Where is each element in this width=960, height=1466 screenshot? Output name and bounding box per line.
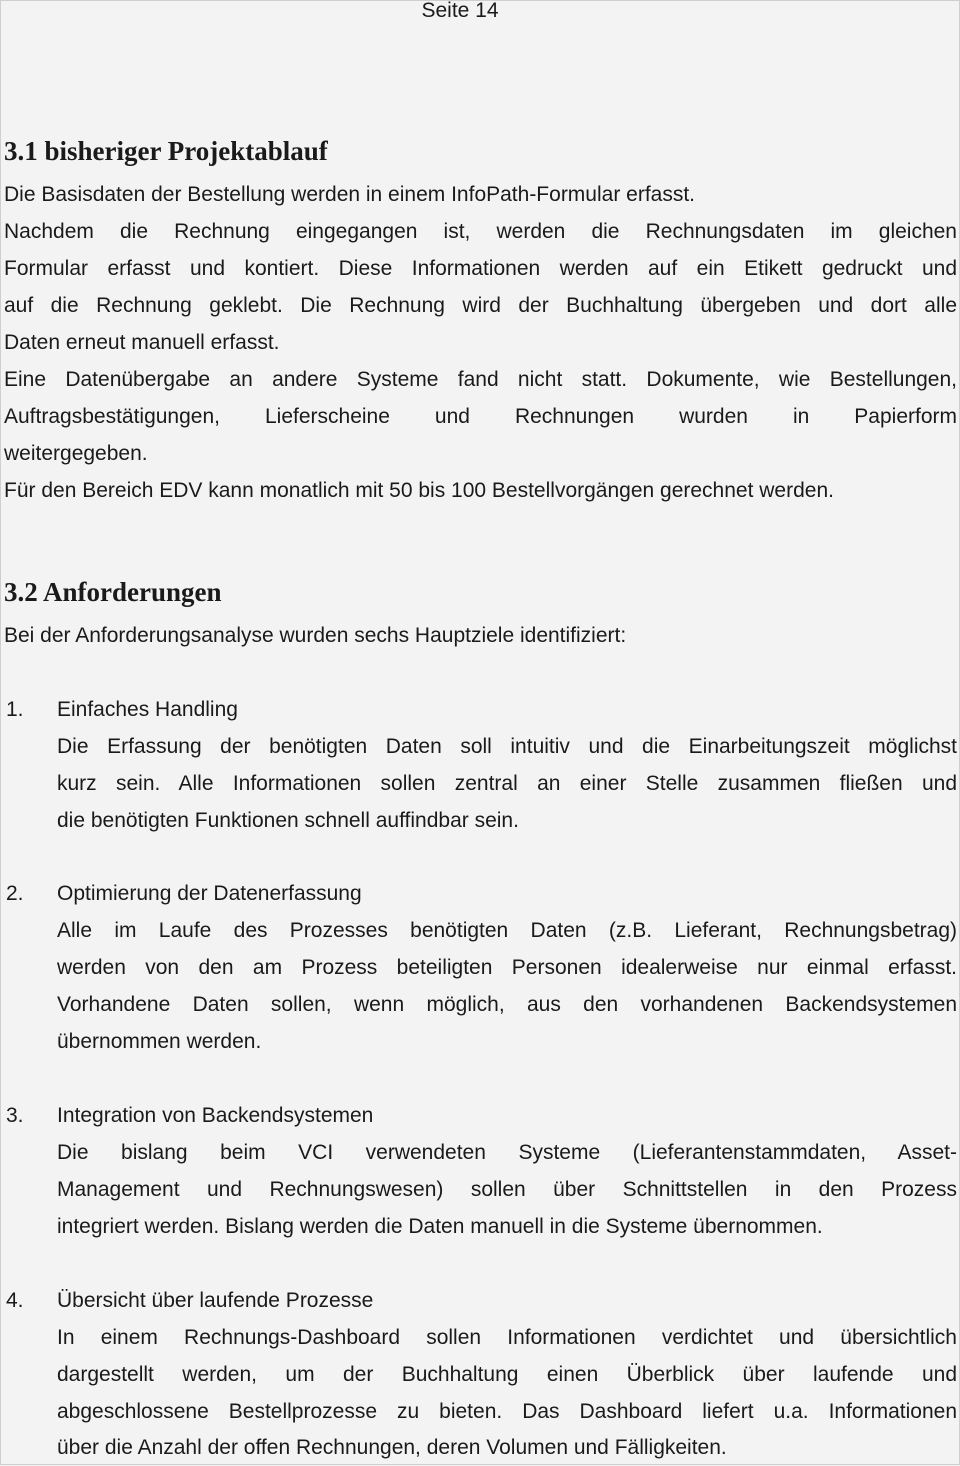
- list-item-title: Übersicht über laufende Prozesse: [57, 1289, 374, 1312]
- list-item-line: abgeschlossene Bestellprozesse zu bieten. Das Dashboard liefert u.a. Informationen: [57, 1400, 957, 1423]
- paragraph-line: weitergegeben.: [4, 442, 148, 465]
- list-item-line: Die bislang beim VCI verwendeten Systeme (Lieferantenstammdaten, Asset-: [57, 1141, 957, 1164]
- paragraph-line: Für den Bereich EDV kann monatlich mit 50 bis 100 Bestellvorgängen gerechnet werden.: [4, 479, 834, 502]
- list-item-line: integriert werden. Bislang werden die Daten manuell in die Systeme übernommen.: [57, 1215, 823, 1238]
- paragraph-line: Eine Datenübergabe an andere Systeme fand nicht statt. Dokumente, wie Bestellungen,: [4, 368, 957, 391]
- paragraph-line: auf die Rechnung geklebt. Die Rechnung wird der Buchhaltung übergeben und dort alle: [4, 294, 957, 317]
- list-item-line: über die Anzahl der offen Rechnungen, deren Volumen und Fälligkeiten.: [57, 1436, 727, 1459]
- list-number: 1.: [6, 698, 24, 721]
- list-item-line: werden von den am Prozess beteiligten Personen idealerweise nur einmal erfasst.: [57, 956, 957, 979]
- list-item-title: Integration von Backendsystemen: [57, 1104, 374, 1127]
- list-item-title: Optimierung der Datenerfassung: [57, 882, 362, 905]
- paragraph-line: Formular erfasst und kontiert. Diese Informationen werden auf ein Etikett gedruckt und: [4, 257, 957, 280]
- list-item-line: In einem Rechnungs-Dashboard sollen Informationen verdichtet und übersichtlich: [57, 1326, 957, 1349]
- list-item-line: Alle im Laufe des Prozesses benötigten Daten (z.B. Lieferant, Rechnungsbetrag): [57, 919, 957, 942]
- list-number: 3.: [6, 1104, 24, 1127]
- paragraph-line: Daten erneut manuell erfasst.: [4, 331, 280, 354]
- list-item-line: dargestellt werden, um der Buchhaltung einen Überblick über laufende und: [57, 1363, 957, 1386]
- list-number: 4.: [6, 1289, 24, 1312]
- section-heading: 3.2 Anforderungen: [4, 577, 222, 607]
- list-item-line: die benötigten Funktionen schnell auffindbar sein.: [57, 809, 519, 832]
- list-item-line: Management und Rechnungswesen) sollen über Schnittstellen in den Prozess: [57, 1178, 957, 1201]
- section-heading: 3.1 bisheriger Projektablauf: [4, 136, 328, 166]
- list-item-line: Die Erfassung der benötigten Daten soll intuitiv und die Einarbeitungszeit möglichst: [57, 735, 957, 758]
- list-item-line: Vorhandene Daten sollen, wenn möglich, aus den vorhandenen Backendsystemen: [57, 993, 957, 1016]
- paragraph-line: Nachdem die Rechnung eingegangen ist, werden die Rechnungsdaten im gleichen: [4, 220, 957, 243]
- paragraph-line: Auftragsbestätigungen, Lieferscheine und Rechnungen wurden in Papierform: [4, 405, 957, 428]
- list-item-line: übernommen werden.: [57, 1030, 262, 1053]
- page-header: Seite 14: [421, 0, 499, 22]
- list-number: 2.: [6, 882, 24, 905]
- list-item-line: kurz sein. Alle Informationen sollen zentral an einer Stelle zusammen fließen und: [57, 772, 957, 795]
- paragraph-line: Bei der Anforderungsanalyse wurden sechs Hauptziele identifiziert:: [4, 624, 627, 647]
- paragraph-line: Die Basisdaten der Bestellung werden in einem InfoPath-Formular erfasst.: [4, 183, 696, 206]
- list-item-title: Einfaches Handling: [57, 698, 238, 721]
